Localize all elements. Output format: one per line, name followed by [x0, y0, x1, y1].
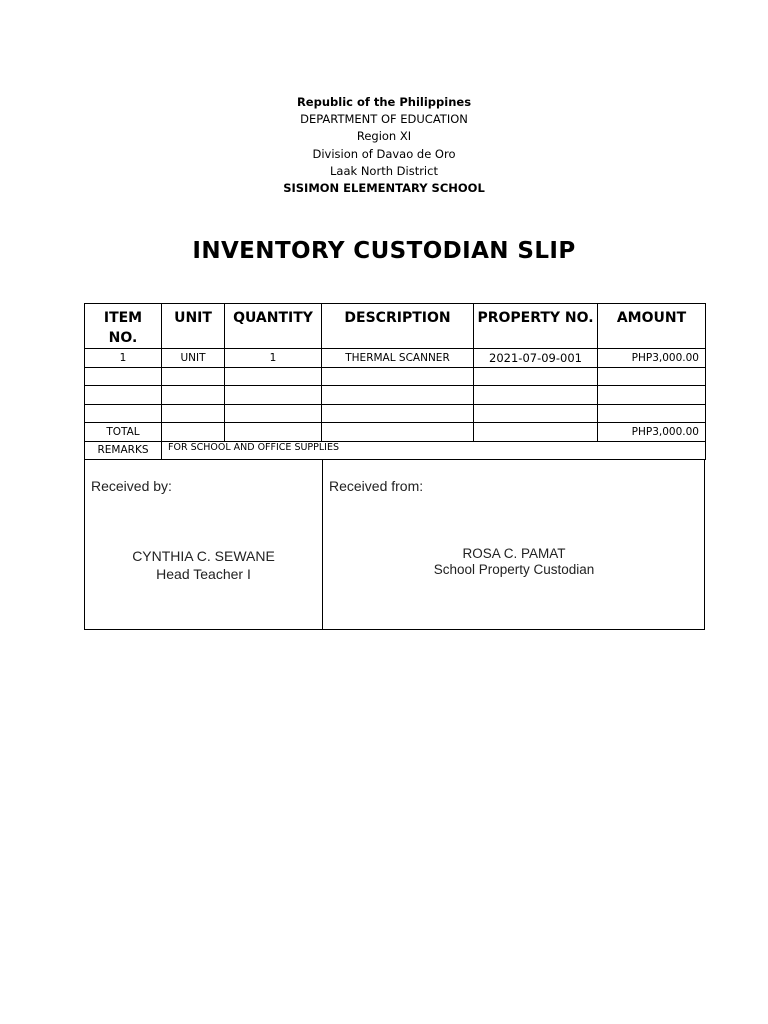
header-country: Republic of the Philippines	[296, 95, 472, 109]
total-amount: PHP3,000.00	[598, 423, 706, 442]
received-from-block	[323, 546, 705, 578]
page-title: INVENTORY CUSTODIAN SLIP	[192, 238, 576, 264]
cell-amount: PHP3,000.00	[598, 349, 706, 368]
header-department: DEPARTMENT OF EDUCATION	[300, 112, 468, 127]
received-from-position: School Property Custodian	[433, 562, 595, 577]
inventory-table	[84, 303, 706, 460]
received-by-label: Received by:	[91, 478, 172, 494]
received-from-label: Received from:	[329, 478, 424, 494]
table-row-empty	[85, 367, 706, 386]
table-row	[85, 349, 706, 368]
table-header-row	[85, 304, 706, 349]
signature-section	[84, 459, 705, 630]
table-row-empty	[85, 404, 706, 423]
header-district: Laak North District	[330, 163, 438, 178]
cell-description: THERMAL SCANNER	[322, 349, 474, 368]
remarks-row	[85, 441, 706, 460]
remarks-label: REMARKS	[85, 441, 162, 460]
table-row-empty	[85, 386, 706, 405]
signature-divider	[322, 459, 323, 629]
received-by-name: CYNTHIA C. SEWANE	[132, 548, 275, 564]
header-quantity: QUANTITY	[225, 304, 322, 349]
received-by-block	[85, 547, 322, 583]
cell-item-no: 1	[85, 349, 162, 368]
header-description: DESCRIPTION	[322, 304, 474, 349]
cell-unit: UNIT	[162, 349, 225, 368]
remarks-value: FOR SCHOOL AND OFFICE SUPPLIES	[162, 441, 706, 460]
total-label: TOTAL	[85, 423, 162, 442]
header-property-no: PROPERTY NO.	[474, 304, 598, 349]
received-from-name: ROSA C. PAMAT	[462, 546, 566, 561]
document-header	[0, 94, 768, 197]
header-unit: UNIT	[162, 304, 225, 349]
header-item-no: ITEM NO.	[85, 304, 162, 349]
header-amount: AMOUNT	[598, 304, 706, 349]
received-by-position: Head Teacher I	[156, 566, 251, 582]
header-region: Region XI	[356, 129, 412, 144]
cell-quantity: 1	[225, 349, 322, 368]
cell-property-no: 2021-07-09-001	[474, 349, 598, 368]
total-row	[85, 423, 706, 442]
header-division: Division of Davao de Oro	[312, 146, 456, 161]
header-school: SISIMON ELEMENTARY SCHOOL	[283, 181, 485, 196]
